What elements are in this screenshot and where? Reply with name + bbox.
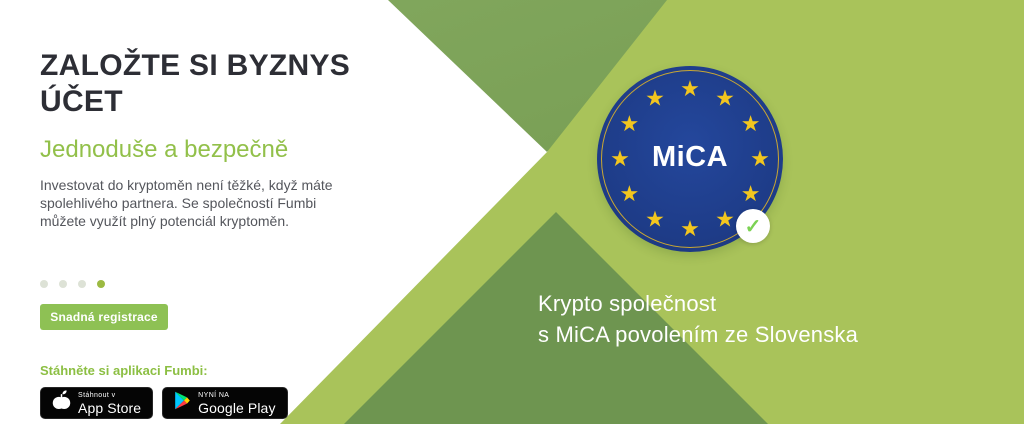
carousel-dot-3[interactable] <box>78 280 86 288</box>
store-badges-row <box>40 387 370 419</box>
eu-star-icon: ★ <box>715 85 735 111</box>
carousel-dot-2[interactable] <box>59 280 67 288</box>
mica-badge-label: MiCA <box>651 141 729 174</box>
checkmark-icon: ✓ <box>736 209 770 243</box>
eu-star-icon: ★ <box>740 181 761 206</box>
carousel-dots <box>40 280 370 288</box>
mica-eu-badge <box>597 66 783 252</box>
claim-line-2: s MiCA povolením ze Slovenska <box>538 322 859 347</box>
eu-star-icon: ★ <box>619 181 640 206</box>
eu-star-icon: ★ <box>645 206 665 232</box>
eu-star-icon: ★ <box>619 111 640 136</box>
eu-star-icon: ★ <box>645 85 665 111</box>
eu-star-icon: ★ <box>715 206 735 232</box>
eu-star-icon: ★ <box>750 146 770 171</box>
claim-line-1: Krypto společnost <box>538 291 717 316</box>
eu-star-icon: ★ <box>610 146 630 171</box>
google-play-badge-small-text: NYNÍ NA <box>198 391 230 399</box>
page-title: ZALOŽTE SI BYZNYS ÚČET <box>40 49 351 118</box>
registration-button[interactable]: Snadná registrace <box>40 304 168 330</box>
google-play-badge[interactable] <box>162 387 287 419</box>
carousel-dot-1[interactable] <box>40 280 48 288</box>
page-subtitle: Jednoduše a bezpečně <box>40 136 289 163</box>
eu-star-icon: ★ <box>740 111 761 136</box>
google-play-badge-large-text: Google Play <box>198 399 276 416</box>
carousel-dot-4-active[interactable] <box>97 280 105 288</box>
download-apps-label: Stáhněte si aplikaci Fumbi: <box>40 363 208 378</box>
hero-left-column <box>40 48 370 419</box>
app-store-badge-large-text: App Store <box>78 399 142 416</box>
app-store-badge-small-text: Stáhnout v <box>78 391 116 399</box>
hero-description: Investovat do kryptoměn není těžké, když máte spolehlivého partnera. Se společností Fumbi můžete využít plný potenciál kryptoměn. <box>40 177 333 229</box>
eu-star-icon: ★ <box>680 216 700 241</box>
apple-icon <box>52 390 71 416</box>
app-store-badge[interactable] <box>40 387 153 419</box>
mica-claim-text <box>538 288 858 350</box>
google-play-icon <box>174 391 191 415</box>
eu-star-icon: ★ <box>680 76 700 101</box>
